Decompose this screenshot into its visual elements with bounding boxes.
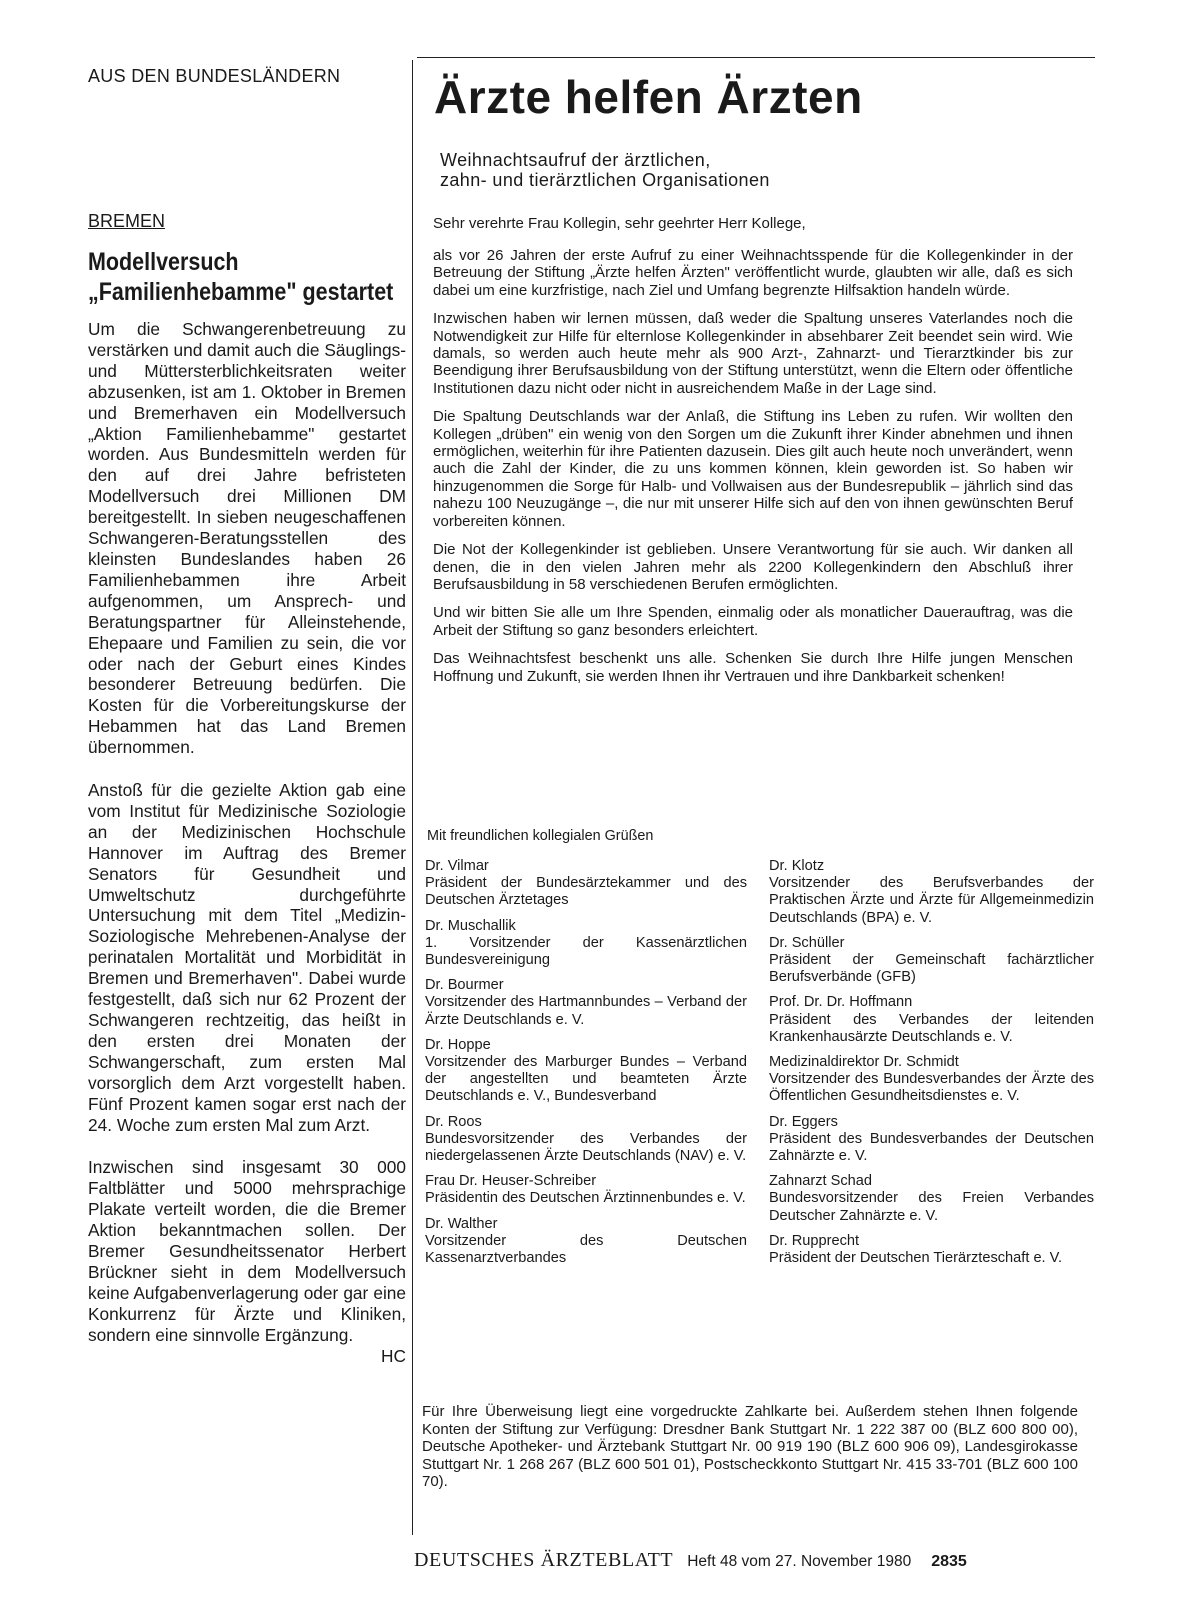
- signer-name: Medizinaldirektor Dr. Schmidt: [769, 1054, 959, 1071]
- signer-name: Dr. Klotz: [769, 858, 825, 874]
- page-footer: [414, 1549, 967, 1572]
- signer-name: Dr. Schüller: [769, 934, 845, 951]
- signer: [769, 1173, 1094, 1225]
- signer-role: Präsident der Gemeinschaft fachärztlicher Berufsverbände (GFB): [769, 952, 1094, 986]
- signer-role: Vorsitzender des Deutschen Kassenarztverbandes: [425, 1232, 747, 1267]
- signer-name: Dr. Walther: [425, 1215, 498, 1232]
- salutation: Sehr verehrte Frau Kollegin, sehr geehrter Herr Kollege,: [433, 215, 806, 232]
- signer-role: Präsident des Verbandes der leitenden Krankenhausärzte Deutschlands e. V.: [769, 1011, 1094, 1045]
- signers-right: [769, 858, 1094, 1275]
- signer: [425, 1037, 747, 1106]
- signer-name: Dr. Rupprecht: [769, 1232, 860, 1249]
- signer-role: 1. Vorsitzender der Kassenärztlichen Bundesvereinigung: [425, 934, 747, 969]
- signer-role: Bundesvorsitzender des Verbandes der niedergelassenen Ärzte Deutschlands (NAV) e. V.: [425, 1130, 747, 1165]
- appeal-body: [433, 215, 1073, 696]
- signer: [425, 1114, 747, 1166]
- signer-role: Vorsitzender des Bundesverbandes der Ärzte des Öffentlichen Gesundheitsdienstes e. V.: [769, 1071, 1094, 1105]
- signers-left: [425, 858, 747, 1275]
- appeal-paragraph-2: Inzwischen haben wir lernen müssen, daß weder die Spaltung unseres Vaterlandes noch die Notwendigkeit zur Hilfe für elternlose Kollegenkinder in absehbarer Zeit beendet sein wird. Wie damals, so werden auch heute mehr als 900 Arzt-, Zahnarzt- und Tierarztkinder bis zur Beendigung ihrer Berufsausbildung von der Stiftung unterstützt, wenn die Eltern oder öffentliche Institutionen dazu nicht oder nicht in ausreichendem Maße in der Lage sind.: [433, 310, 1073, 397]
- signer: [425, 858, 747, 910]
- subtitle-line-1: Weihnachtsaufruf der ärztlichen,: [440, 150, 711, 170]
- signer: [425, 977, 747, 1029]
- signer: [425, 918, 747, 970]
- signer: [425, 1216, 747, 1268]
- signer: [769, 935, 1094, 987]
- signer: [769, 858, 1094, 927]
- signer: [769, 1054, 1094, 1106]
- left-column: [88, 60, 406, 1367]
- signer-role: Präsident des Bundesverbandes der Deutschen Zahnärzte e. V.: [769, 1130, 1094, 1165]
- signer: [769, 994, 1094, 1046]
- appeal-paragraph-6: Das Weihnachtsfest beschenkt uns alle. Schenken Sie durch Ihre Hilfe jungen Menschen Hoffnung und Zukunft, sie werden Ihnen ihr Vertrauen und ihre Dankbarkeit schenken!: [433, 650, 1073, 685]
- news-headline: Modellversuch „Familienhebamme" gestartet: [88, 248, 394, 306]
- signer-name: Dr. Vilmar: [425, 858, 489, 874]
- signer-role: Vorsitzender des Berufsverbandes der Praktischen Ärzte und Ärzte für Allgemeinmedizin Deutschlands (BPA) e. V.: [769, 875, 1094, 926]
- signer-name: Dr. Hoppe: [425, 1036, 491, 1053]
- signer: [425, 1173, 747, 1207]
- subtitle-line-2: zahn- und tierärztlichen Organisationen: [440, 170, 770, 190]
- article-subtitle: [440, 150, 1060, 190]
- region-label: BREMEN: [88, 211, 166, 231]
- appeal-paragraph-1: als vor 26 Jahren der erste Aufruf zu einer Weihnachtsspende für die Kollegenkinder in der Betreuung der Stiftung „Ärzte helfen Ärzten" veröffentlicht wurde, glaubten wir alle, daß es sich dabei um eine kurzfristige, nach Ziel und Umfang begrenzte Hilfsaktion handeln würde.: [433, 247, 1073, 299]
- news-signature-line: [88, 1346, 406, 1367]
- appeal-paragraph-4: Die Not der Kollegenkinder ist geblieben. Unsere Verantwortung für sie auch. Wir danken all denen, die in den vielen Jahren mehr als 2200 Kollegenkindern den Abschluß ihrer Berufsausbildung in 58 verschiedenen Berufen ermöglichten.: [433, 541, 1073, 593]
- signer-role: Präsident der Bundesärztekammer und des Deutschen Ärztetages: [425, 875, 747, 909]
- signer: [769, 1114, 1094, 1166]
- signer-name: Dr. Bourmer: [425, 977, 504, 994]
- signer-name: Dr. Muschallik: [425, 917, 516, 934]
- issue-info: Heft 48 vom 27. November 1980: [687, 1553, 912, 1570]
- appeal-paragraph-3: Die Spaltung Deutschlands war der Anlaß, die Stiftung ins Leben zu rufen. Wir wollten den Kollegen „drüben" ein wenig von den Sorgen um die Zukunft ihrer Kinder abnehmen und ihnen ermöglichen, weiterhin für ihre Patienten dazusein. Dies gilt auch heute noch unverändert, wenn auch die Zahl der Kinder, die zu uns kommen können, klein geworden ist. So haben wir hinzugenommen die Sorge für Halb- und Vollwaisen aus der Bundesrepublik – jährlich sind das nahezu 100 Neuzugänge –, die nur mit unserer Hilfe sich auf den von ihnen gewünschten Beruf vorbereiten können.: [433, 408, 1073, 530]
- signer: [769, 1233, 1094, 1267]
- section-label: AUS DEN BUNDESLÄNDERN: [88, 66, 341, 86]
- news-paragraph-1: Um die Schwangerenbetreuung zu verstärken und damit auch die Säuglings- und Müttersterblichkeitsraten weiter abzusenken, ist am 1. Oktober in Bremen und Bremerhaven ein Modellversuch „Aktion Familienhebamme" gestartet worden. Aus Bundesmitteln werden für den auf drei Jahre befristeten Modellversuch drei Millionen DM bereitgestellt. In sieben neugeschaffenen Schwangeren-Beratungsstellen des kleinsten Bundeslandes haben 26 Familienhebammen ihre Arbeit aufgenommen, um Ansprech- und Beratungspartner für Alleinstehende, Ehepaare und Familien zu sein, die vor oder nach der Geburt eines Kindes besonderer Betreuung bedürfen. Die Kosten für die Vorbereitungskurse der Hebammen hat das Land Bremen übernommen.: [88, 319, 406, 758]
- signer-role: Präsidentin des Deutschen Ärztinnenbundes e. V.: [425, 1190, 746, 1207]
- news-paragraph-2: Anstoß für die gezielte Aktion gab eine vom Institut für Medizinische Soziologie an der Medizinischen Hochschule Hannover im Auftrag des Bremer Senators für Gesundheit und Umweltschutz durchgeführte Untersuchung mit dem Titel „Medizin-Soziologische Mehrebenen-Analyse der perinatalen Mortalität und Morbidität in Bremen und Bremerhaven". Dabei wurde festgestellt, daß sich nur 62 Prozent der Schwangeren rechtzeitig, das heißt in den ersten drei Monaten der Schwangerschaft, zum ersten Mal vorsorglich dem Arzt vorgestellt haben. Fünf Prozent kamen sogar erst nach der 24. Woche zum ersten Mal zum Arzt.: [88, 780, 406, 1135]
- header-rule: [417, 57, 1095, 58]
- signer-name: Dr. Eggers: [769, 1113, 838, 1130]
- appeal-paragraph-5: Und wir bitten Sie alle um Ihre Spenden, einmalig oder als monatlicher Dauerauftrag, was die Arbeit der Stiftung so ganz besonders erleichtert.: [433, 604, 1073, 639]
- bank-account-info: Für Ihre Überweisung liegt eine vorgedruckte Zahlkarte bei. Außerdem stehen Ihnen folgende Konten der Stiftung zur Verfügung: Dresdner Bank Stuttgart Nr. 1 222 387 00 (BLZ 600 800 00), Deutsche Apotheker- und Ärztebank Stuttgart Nr. 00 919 190 (BLZ 600 906 09), Landesgirokasse Stuttgart Nr. 1 268 267 (BLZ 600 501 01), Postscheckkonto Stuttgart Nr. 415 33-701 (BLZ 600 100 70).: [422, 1403, 1078, 1491]
- news-paragraph-3: Inzwischen sind insgesamt 30 000 Faltblätter und 5000 mehrsprachige Plakate verteilt worden, die die Bremer Aktion bekanntmachen sollen. Der Bremer Gesundheitssenator Herbert Brückner sieht in dem Modellversuch keine Aufgabenverlagerung oder gar eine Konkurrenz für Ärzte und Kliniken, sondern eine sinnvolle Ergänzung.: [88, 1157, 406, 1345]
- journal-name: DEUTSCHES ÄRZTEBLATT: [414, 1549, 674, 1571]
- signer-role: Vorsitzender des Marburger Bundes – Verband der angestellten und beamteten Ärzte Deutschlands e. V., Bundesverband: [425, 1054, 747, 1105]
- page-number: 2835: [931, 1553, 967, 1570]
- signer-name: Prof. Dr. Dr. Hoffmann: [769, 994, 913, 1011]
- signer-role: Präsident der Deutschen Tierärzteschaft e. V.: [769, 1250, 1063, 1267]
- column-divider: [412, 60, 413, 1535]
- signer-role: Vorsitzender des Hartmannbundes – Verband der Ärzte Deutschlands e. V.: [425, 994, 747, 1028]
- signer-name: Zahnarzt Schad: [769, 1173, 873, 1190]
- closing-greeting: Mit freundlichen kollegialen Grüßen: [427, 828, 654, 844]
- signer-name: Frau Dr. Heuser-Schreiber: [425, 1173, 597, 1190]
- signer-name: Dr. Roos: [425, 1113, 482, 1130]
- author-initials: HC: [381, 1345, 406, 1366]
- signer-role: Bundesvorsitzender des Freien Verbandes Deutscher Zahnärzte e. V.: [769, 1190, 1094, 1224]
- article-title: Ärzte helfen Ärzten: [434, 71, 863, 123]
